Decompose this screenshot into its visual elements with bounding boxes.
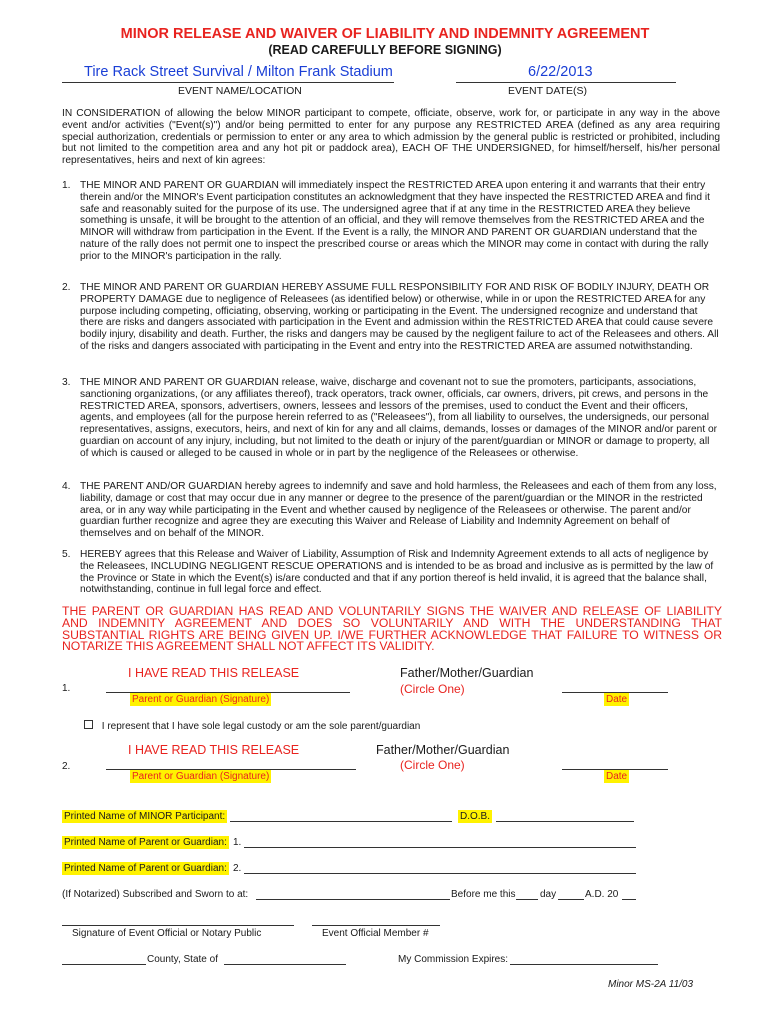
state-line[interactable]	[224, 964, 346, 965]
custody-row	[84, 720, 420, 732]
parent-name-1-number: 1.	[233, 837, 242, 848]
clause-number: 2.	[62, 282, 71, 293]
parent-name-1-label: Printed Name of Parent or Guardian:	[64, 837, 227, 848]
notary-subscribed-label: (If Notarized) Subscribed and Sworn to at:	[62, 889, 249, 900]
dob-line[interactable]	[496, 821, 634, 822]
commission-line[interactable]	[510, 964, 658, 965]
parent-signature-label-2: Parent or Guardian (Signature)	[132, 771, 270, 782]
clause-text: THE MINOR AND PARENT OR GUARDIAN will immediately inspect the RESTRICTED AREA upon entering it and warrants that their entry therein and/or the MINOR's Event participation constitutes an acknowledgment that they have inspected the RESTRICTED AREA and find it safe and reasonably suited for the purpose of its use. The undersigned agree that if at any time in the RESTRICTED AREA they believe something is unsafe, it will be brought to the attention of an official, and they will remove themselves from the RESTRICTED AREA and the MINOR will withdraw from participation in the Event. If the Event is a rally, the MINOR AND PARENT OR GUARDIAN understand that the nature of the rally does not permit one to inspect the prescribed course or areas which the MINOR may come in contact with during the rally prior to the MINOR's participation in the rally.	[80, 180, 710, 262]
document-title: MINOR RELEASE AND WAIVER OF LIABILITY AND INDEMNITY AGREEMENT	[120, 26, 650, 42]
clause-1	[62, 180, 720, 263]
ad-label: A.D. 20	[585, 889, 619, 900]
parent-name-1-line[interactable]	[244, 847, 636, 848]
parent-name-2-label: Printed Name of Parent or Guardian:	[64, 863, 227, 874]
event-date-line	[456, 82, 676, 83]
read-release-label-2: I HAVE READ THIS RELEASE	[128, 743, 300, 757]
year-line[interactable]	[622, 899, 636, 900]
official-signature-label: Signature of Event Official or Notary Public	[72, 928, 262, 939]
member-number-line[interactable]	[312, 925, 440, 926]
relation-label-2: Father/Mother/Guardian	[376, 743, 510, 757]
county-line[interactable]	[62, 964, 146, 965]
official-signature-line[interactable]	[62, 925, 294, 926]
member-number-label: Event Official Member #	[322, 928, 429, 939]
event-name-value[interactable]: Tire Rack Street Survival / Milton Frank Stadium	[84, 64, 393, 80]
county-state-label: County, State of	[147, 954, 218, 965]
event-name-label: EVENT NAME/LOCATION	[178, 85, 302, 97]
clause-5	[62, 549, 720, 596]
minor-name-label: Printed Name of MINOR Participant:	[64, 811, 226, 822]
clause-text: THE MINOR AND PARENT OR GUARDIAN HEREBY ASSUME FULL RESPONSIBILITY FOR AND RISK OF BODILY INJURY, DEATH OR PROPERTY DAMAGE due to negligence of Releasees (as identified below) or otherwise, while in or upon the RESTRICTED AREA for any purpose including competing, officiating, observing, working or participating in the Event. The undersigned recognize and understand that there are risks and dangers associated with participation in the Event and admission within the RESTRICTED AREA that could cause severe bodily injury, disability and death. Further, the risks and dangers may be caused by the negligent failure to act of the Releasees and others. All of the risks and dangers associated with participating in the Event and entry into the RESTRICTED AREA are assumed notwithstanding.	[80, 282, 719, 352]
read-release-label-1: I HAVE READ THIS RELEASE	[128, 666, 300, 680]
custody-checkbox[interactable]	[84, 720, 93, 729]
intro-paragraph: IN CONSIDERATION of allowing the below MINOR participant to compete, officiate, observe, work for, or participate in any way in the above event and/or activities ("Event(s)") and/or being permitted to enter for any purpose any RESTRICTED AREA (defined as any area requiring special authorization, credentials or permission to enter or any area to which admission by the general public is restricted or prohibited, including but not limited to the competition area and any hot pit or paddock area), EACH OF THE UNDERSIGNED, for himself/herself, his/her personal representatives, heirs and next of kin agrees:	[62, 108, 720, 167]
dob-label: D.O.B.	[460, 811, 491, 822]
parent-name-2-number: 2.	[233, 863, 242, 874]
day-label: day	[540, 889, 557, 900]
warning-statement: THE PARENT OR GUARDIAN HAS READ AND VOLUNTARILY SIGNS THE WAIVER AND RELEASE OF LIABILITY AND INDEMNITY AGREEMENT AND DOES SO VOLUNTARILY AND WITH THE UNDERSTANDING THAT SUBSTANTIAL RIGHTS ARE BEING GIVEN UP. I/WE FURTHER ACKNOWLEDGE THAT FAILURE TO WITNESS OR NOTARIZE THIS AGREEMENT SHALL NOT AFFECT ITS VALIDITY.	[62, 604, 722, 654]
document-subtitle: (READ CAREFULLY BEFORE SIGNING)	[268, 43, 502, 57]
clause-text: HEREBY agrees that this Release and Waiver of Liability, Assumption of Risk and Indemnity Agreement extends to all acts of negligence by the Releasees, INCLUDING NEGLIGENT RESCUE OPERATIONS and is intended to be as broad and inclusive as is permitted by the law of the Province or State in which the Event(s) is/are conducted and that if any portion thereof is held invalid, it is agreed that the balance shall, notwithstanding, continue in full legal force and effect.	[80, 549, 714, 596]
event-date-label: EVENT DATE(S)	[508, 85, 587, 97]
relation-label-1: Father/Mother/Guardian	[400, 666, 534, 680]
notary-location-line[interactable]	[256, 899, 450, 900]
month-line[interactable]	[558, 899, 584, 900]
form-id-footer: Minor MS-2A 11/03	[608, 979, 694, 990]
clause-number: 3.	[62, 377, 71, 388]
date-label-2: Date	[606, 771, 628, 782]
clause-text: THE MINOR AND PARENT OR GUARDIAN release, waive, discharge and covenant not to sue the promoters, participants, associations, sanctioning organizations, (or any affiliates thereof), track operators, track owner, officials, car owners, drivers, pit crews, and persons in the RESTRICTED AREA, sponsors, advertisers, owners, lessees and lessors of the premises, used to conduct the Event and their officers, agents, and employees (all for the purpose herein referred to as ("Releasees"), from all liability to ourselves, the undersigneds, our personal representatives, assigns, executors, heirs, and next of kin for any and all claims, demands, losses or damages of the MINOR and/or parent or guardian on account of any injury, including, but not limited to the death or injury of the parent/guardian or MINOR or damage to property, all of which is caused or alleged to be caused in whole or in part by the negligence of the Releasees or otherwise.	[80, 377, 718, 459]
clause-text: THE PARENT AND/OR GUARDIAN hereby agrees to indemnify and save and hold harmless, the Releasees and each of them from any loss, liability, damage or cost that may occur due in any manner or degree to the presence of the parent/guardian or the MINOR in the restricted area, or in any way while participating in the Event and whether caused by negligence of the Releasees or otherwise. The parent and/or guardian further recognize and agree they are executing this Waiver and Release of Liability and Indemnity Agreement on behalf of themselves and on behalf of the MINOR.	[80, 481, 717, 540]
parent-signature-label-1: Parent or Guardian (Signature)	[132, 694, 270, 705]
minor-name-line[interactable]	[230, 821, 452, 822]
signature-number-2: 2.	[62, 761, 71, 772]
event-date-value[interactable]: 6/22/2013	[528, 64, 593, 80]
day-line[interactable]	[516, 899, 538, 900]
clause-2	[62, 282, 720, 353]
commission-label: My Commission Expires:	[398, 954, 509, 965]
parent-name-2-line[interactable]	[244, 873, 636, 874]
custody-text: I represent that I have sole legal custody or am the sole parent/guardian	[101, 721, 421, 732]
event-name-line	[62, 82, 394, 83]
clause-number: 1.	[62, 180, 71, 191]
before-me-label: Before me this	[451, 889, 516, 900]
circle-one-label-2: (Circle One)	[400, 758, 465, 772]
date-label-1: Date	[606, 694, 628, 705]
clause-3	[62, 377, 720, 460]
signature-number-1: 1.	[62, 683, 71, 694]
circle-one-label-1: (Circle One)	[400, 682, 465, 696]
clause-number: 4.	[62, 481, 71, 492]
clause-4	[62, 481, 720, 540]
clause-number: 5.	[62, 549, 71, 560]
